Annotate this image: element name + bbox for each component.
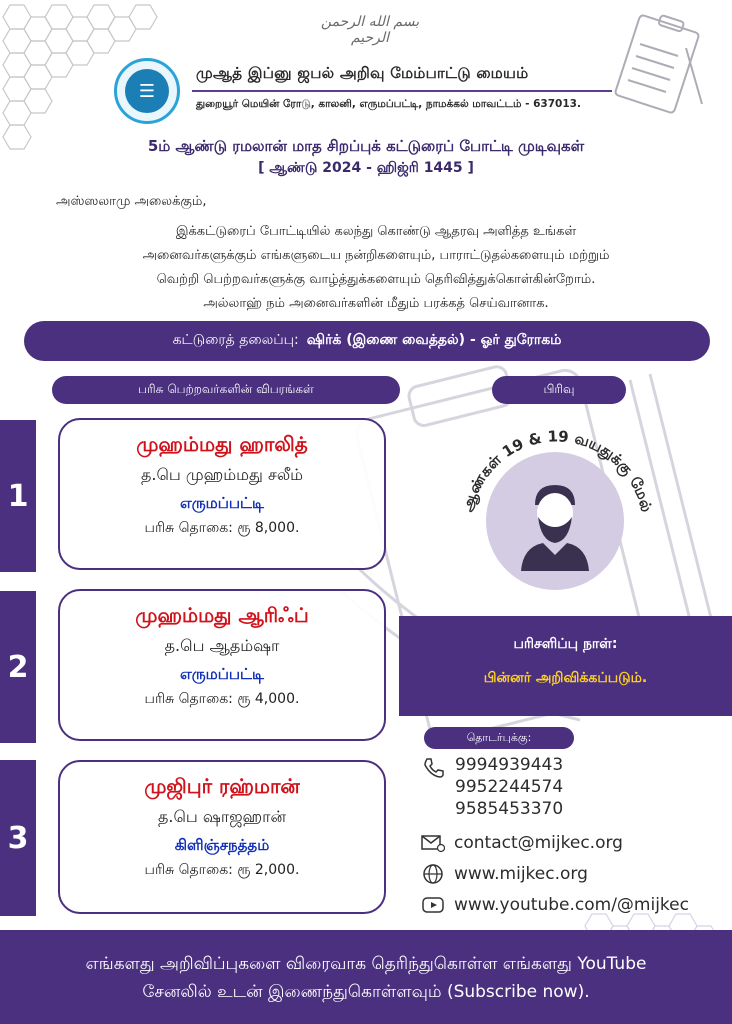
phone-number[interactable]: 9994939443 (455, 755, 564, 775)
organization-logo (114, 58, 180, 124)
topic-banner (24, 321, 710, 361)
youtube-row (420, 894, 689, 916)
topic-value: ஷிர்க் (இணை வைத்தல்) - ஓர் துரோகம் (306, 332, 562, 348)
message-line: அனைவர்களுக்கும் எங்களுடைய நன்றிகளையும், பாராட்டுதல்களையும் மற்றும் (142, 248, 610, 263)
globe-icon (420, 863, 446, 885)
winner-prize: பரிசு தொகை: ரூ 8,000. (144, 520, 300, 536)
phone-list (455, 754, 563, 820)
category-avatar (486, 452, 624, 590)
email-row (420, 832, 623, 854)
greeting: அஸ்ஸலாமு அலைக்கும், (56, 194, 207, 209)
category-text: ஆண்கள் 19 & 19 வயதுக்கு மேல் (458, 427, 656, 514)
phone-row (420, 756, 454, 778)
winner-father: த.பெ ஷாஜஹான் (157, 807, 287, 826)
phone-icon (420, 756, 446, 778)
winner-name: முஹம்மது ஹாலித் (136, 432, 308, 456)
youtube-link[interactable]: www.youtube.com/@mijkec (454, 895, 689, 915)
website-link[interactable]: www.mijkec.org (454, 864, 588, 884)
winners-heading: பரிசு பெற்றவர்களின் விபரங்கள் (52, 376, 400, 404)
message-line: அல்லாஹ் நம் அனைவர்களின் மீதும் பரக்கத் செய்வானாக. (203, 296, 549, 311)
winner-name: முஜிபுர் ரஹ்மான் (144, 774, 300, 798)
page-title: 5ம் ஆண்டு ரமலான் மாத சிறப்புக் கட்டுரைப் போட்டி முடிவுகள் (147, 137, 585, 155)
youtube-icon (420, 894, 446, 916)
book-icon: ☰ (125, 69, 169, 113)
winner-town: எருமப்பட்டி (180, 665, 264, 683)
phone-number[interactable]: 9952244574 (455, 777, 564, 797)
man-avatar-icon (505, 471, 605, 571)
winner-father: த.பெ முஹம்மது சலீம் (140, 465, 304, 484)
award-date-value: பின்னர் அறிவிக்கப்படும். (483, 670, 648, 686)
rank-badge-3: 3 (0, 760, 36, 916)
footer-line: சேனலில் உடன் இணைந்துகொள்ளவும் (Subscribe now). (142, 982, 590, 1002)
header-divider (192, 90, 612, 92)
winner-town: எருமப்பட்டி (180, 494, 264, 512)
topic-label: கட்டுரைத் தலைப்பு: (172, 332, 299, 348)
footer-line: எங்களது அறிவிப்புகளை விரைவாக தெரிந்துகொள்ள எங்களது YouTube (85, 954, 647, 974)
award-date-label: பரிசளிப்பு நாள்: (513, 636, 618, 652)
bismillah-calligraphy: بسم الله الرحمن الرحيم (320, 14, 420, 46)
message-line: இக்கட்டுரைப் போட்டியில் கலந்து கொண்டு ஆதரவு அளித்த உங்கள் (175, 224, 577, 239)
page-subtitle: [ ஆண்டு 2024 - ஹிஜ்ரி 1445 ] (258, 160, 474, 176)
winner-card-2 (58, 589, 386, 741)
footer-banner (0, 930, 732, 1024)
email-icon (420, 832, 446, 854)
winner-prize: பரிசு தொகை: ரூ 2,000. (144, 862, 300, 878)
winner-prize: பரிசு தொகை: ரூ 4,000. (144, 691, 300, 707)
category-heading: பிரிவு (492, 376, 626, 404)
website-row (420, 863, 588, 885)
message-paragraph (56, 220, 696, 316)
clipboard-illustration (604, 8, 714, 118)
winner-name: முஹம்மது ஆரிஃப் (135, 603, 309, 627)
winner-card-3 (58, 760, 386, 914)
rank-badge-2: 2 (0, 591, 36, 743)
contact-heading: தொடர்புக்கு: (424, 727, 574, 749)
winner-card-1 (58, 418, 386, 570)
phone-number[interactable]: 9585453370 (455, 799, 564, 819)
award-date-box (399, 616, 732, 716)
winner-father: த.பெ ஆதம்ஷா (164, 636, 280, 655)
organization-address: துறையூர் மெயின் ரோடு, காலனி, எருமப்பட்டி, நாமக்கல் மாவட்டம் - 637013. (196, 98, 581, 110)
email-link[interactable]: contact@mijkec.org (454, 833, 623, 853)
winner-town: கிளிஞ்சநத்தம் (174, 836, 270, 854)
message-line: வெற்றி பெற்றவர்களுக்கு வாழ்த்துக்களையும் தெரிவித்துக்கொள்கின்றோம். (156, 272, 596, 287)
rank-badge-1: 1 (0, 420, 36, 572)
organization-name: முஆத் இப்னு ஜபல் அறிவு மேம்பாட்டு மையம் (196, 64, 529, 82)
